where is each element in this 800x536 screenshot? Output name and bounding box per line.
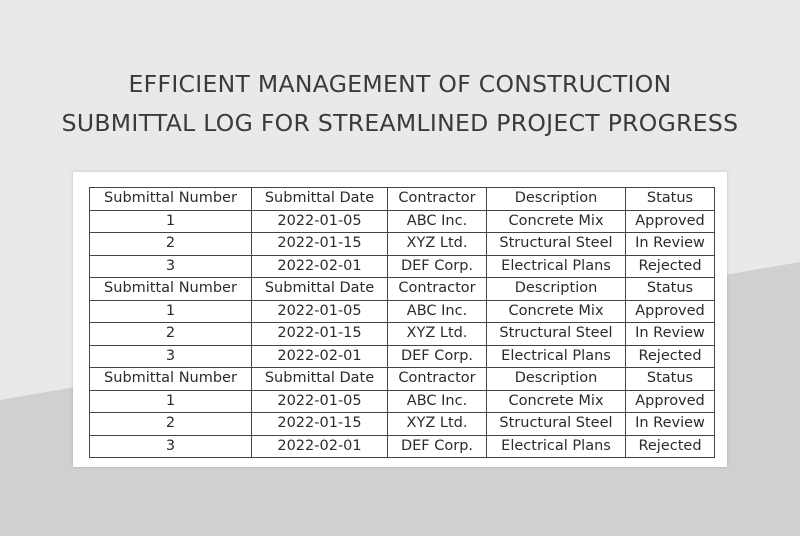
table-row bbox=[90, 255, 715, 278]
column-header-description: Description bbox=[487, 368, 626, 391]
status-cell: Approved bbox=[626, 300, 715, 323]
column-header-description: Description bbox=[487, 278, 626, 301]
column-header-submittal-date: Submittal Date bbox=[252, 188, 388, 211]
description-cell: Concrete Mix bbox=[487, 300, 626, 323]
contractor-cell: XYZ Ltd. bbox=[388, 323, 487, 346]
description-cell: Electrical Plans bbox=[487, 255, 626, 278]
status-cell: Approved bbox=[626, 390, 715, 413]
contractor-cell: DEF Corp. bbox=[388, 435, 487, 458]
contractor-cell: DEF Corp. bbox=[388, 345, 487, 368]
description-cell: Concrete Mix bbox=[487, 390, 626, 413]
table-header-row bbox=[90, 278, 715, 301]
column-header-submittal-number: Submittal Number bbox=[90, 188, 252, 211]
description-cell: Structural Steel bbox=[487, 233, 626, 256]
submittal-log-table bbox=[89, 187, 715, 458]
status-cell: Rejected bbox=[626, 435, 715, 458]
description-cell: Structural Steel bbox=[487, 413, 626, 436]
page-title-line-1: EFFICIENT MANAGEMENT OF CONSTRUCTION bbox=[128, 70, 672, 98]
submittal-date-cell: 2022-01-15 bbox=[252, 413, 388, 436]
column-header-submittal-date: Submittal Date bbox=[252, 278, 388, 301]
table-row bbox=[90, 300, 715, 323]
contractor-cell: DEF Corp. bbox=[388, 255, 487, 278]
description-cell: Electrical Plans bbox=[487, 435, 626, 458]
submittal-number-cell: 2 bbox=[90, 413, 252, 436]
table-row bbox=[90, 323, 715, 346]
column-header-status: Status bbox=[626, 278, 715, 301]
submittal-date-cell: 2022-01-05 bbox=[252, 390, 388, 413]
column-header-submittal-date: Submittal Date bbox=[252, 368, 388, 391]
contractor-cell: ABC Inc. bbox=[388, 300, 487, 323]
table-row bbox=[90, 390, 715, 413]
table-body bbox=[90, 188, 715, 458]
column-header-contractor: Contractor bbox=[388, 278, 487, 301]
table-row bbox=[90, 345, 715, 368]
submittal-number-cell: 3 bbox=[90, 435, 252, 458]
submittal-date-cell: 2022-01-15 bbox=[252, 323, 388, 346]
status-cell: In Review bbox=[626, 233, 715, 256]
submittal-date-cell: 2022-02-01 bbox=[252, 345, 388, 368]
submittal-date-cell: 2022-02-01 bbox=[252, 435, 388, 458]
submittal-number-cell: 1 bbox=[90, 300, 252, 323]
submittal-date-cell: 2022-01-05 bbox=[252, 300, 388, 323]
table-row bbox=[90, 413, 715, 436]
status-cell: Rejected bbox=[626, 345, 715, 368]
table-row bbox=[90, 210, 715, 233]
submittal-date-cell: 2022-01-15 bbox=[252, 233, 388, 256]
contractor-cell: ABC Inc. bbox=[388, 390, 487, 413]
table-row bbox=[90, 435, 715, 458]
table-header-row bbox=[90, 368, 715, 391]
status-cell: Rejected bbox=[626, 255, 715, 278]
column-header-contractor: Contractor bbox=[388, 188, 487, 211]
submittal-number-cell: 3 bbox=[90, 345, 252, 368]
column-header-status: Status bbox=[626, 188, 715, 211]
submittal-number-cell: 2 bbox=[90, 323, 252, 346]
column-header-submittal-number: Submittal Number bbox=[90, 278, 252, 301]
page-title-line-2: SUBMITTAL LOG FOR STREAMLINED PROJECT PROGRESS bbox=[61, 109, 739, 137]
description-cell: Concrete Mix bbox=[487, 210, 626, 233]
status-cell: Approved bbox=[626, 210, 715, 233]
table-row bbox=[90, 233, 715, 256]
contractor-cell: ABC Inc. bbox=[388, 210, 487, 233]
submittal-date-cell: 2022-01-05 bbox=[252, 210, 388, 233]
column-header-contractor: Contractor bbox=[388, 368, 487, 391]
table-header-row bbox=[90, 188, 715, 211]
submittal-number-cell: 2 bbox=[90, 233, 252, 256]
status-cell: In Review bbox=[626, 413, 715, 436]
description-cell: Electrical Plans bbox=[487, 345, 626, 368]
submittal-date-cell: 2022-02-01 bbox=[252, 255, 388, 278]
column-header-status: Status bbox=[626, 368, 715, 391]
column-header-description: Description bbox=[487, 188, 626, 211]
submittal-number-cell: 3 bbox=[90, 255, 252, 278]
contractor-cell: XYZ Ltd. bbox=[388, 413, 487, 436]
submittal-log-sheet bbox=[73, 172, 727, 467]
submittal-number-cell: 1 bbox=[90, 390, 252, 413]
contractor-cell: XYZ Ltd. bbox=[388, 233, 487, 256]
description-cell: Structural Steel bbox=[487, 323, 626, 346]
submittal-number-cell: 1 bbox=[90, 210, 252, 233]
status-cell: In Review bbox=[626, 323, 715, 346]
column-header-submittal-number: Submittal Number bbox=[90, 368, 252, 391]
